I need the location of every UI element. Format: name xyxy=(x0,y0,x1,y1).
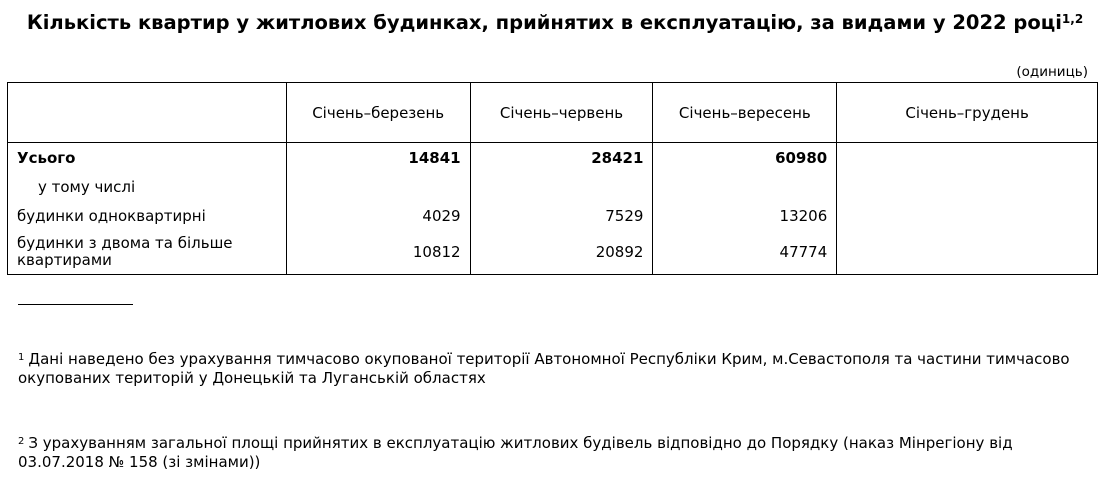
cell-value: 13206 xyxy=(653,201,837,230)
footnote-text: Дані наведено без урахування тимчасово окупованої території Автономної Республіки Крим, м.Севастополя та частини тимчасово окупованих територій у Донецькій та Луганській областях xyxy=(18,350,1070,387)
cell-value xyxy=(286,172,470,201)
footnote-mark: 1 xyxy=(18,352,25,363)
cell-value: 4029 xyxy=(286,201,470,230)
header-cell-year: Січень–грудень xyxy=(837,83,1098,143)
units-label: (одиниць) xyxy=(1016,64,1088,80)
row-label: у тому числі xyxy=(8,172,287,201)
cell-value: 47774 xyxy=(653,230,837,275)
cell-value xyxy=(653,172,837,201)
title-text: Кількість квартир у житлових будинках, прийнятих в експлуатацію, за видами у 2022 році xyxy=(26,11,1062,34)
footnote-text: З урахуванням загальної площі прийнятих в експлуатацію житлових будівель відповідно до Порядку (наказ Мінрегіону від 03.07.2018 № 158 (зі змінами)) xyxy=(18,434,1013,471)
header-cell-q1: Січень–березень xyxy=(286,83,470,143)
cell-value: 7529 xyxy=(470,201,653,230)
cell-value xyxy=(837,143,1098,173)
title-footnote-marks: 1,2 xyxy=(1061,12,1084,26)
cell-value: 10812 xyxy=(286,230,470,275)
header-row xyxy=(8,83,1098,143)
header-cell-9m: Січень–вересень xyxy=(653,83,837,143)
cell-value: 28421 xyxy=(470,143,653,173)
cell-value: 14841 xyxy=(286,143,470,173)
row-label: Усього xyxy=(8,143,287,173)
footnote-2 xyxy=(18,434,1078,472)
cell-value: 20892 xyxy=(470,230,653,275)
cell-value xyxy=(837,201,1098,230)
header-cell-empty xyxy=(8,83,287,143)
cell-value xyxy=(470,172,653,201)
table-row-including xyxy=(8,172,1098,201)
cell-value xyxy=(837,172,1098,201)
table-row-single-apartment xyxy=(8,201,1098,230)
row-label: будинки одноквартирні xyxy=(8,201,287,230)
table-row-total xyxy=(8,143,1098,173)
page-title xyxy=(0,10,1110,35)
cell-value xyxy=(837,230,1098,275)
data-table xyxy=(7,82,1098,275)
footnote-1 xyxy=(18,350,1078,388)
table-row-multi-apartment xyxy=(8,230,1098,275)
header-cell-h1: Січень–червень xyxy=(470,83,653,143)
cell-value: 60980 xyxy=(653,143,837,173)
footnote-mark: 2 xyxy=(18,436,25,447)
row-label-text: будинки з двома та більше квартирами xyxy=(17,234,233,269)
footnote-divider xyxy=(18,304,133,305)
row-label xyxy=(8,230,287,275)
